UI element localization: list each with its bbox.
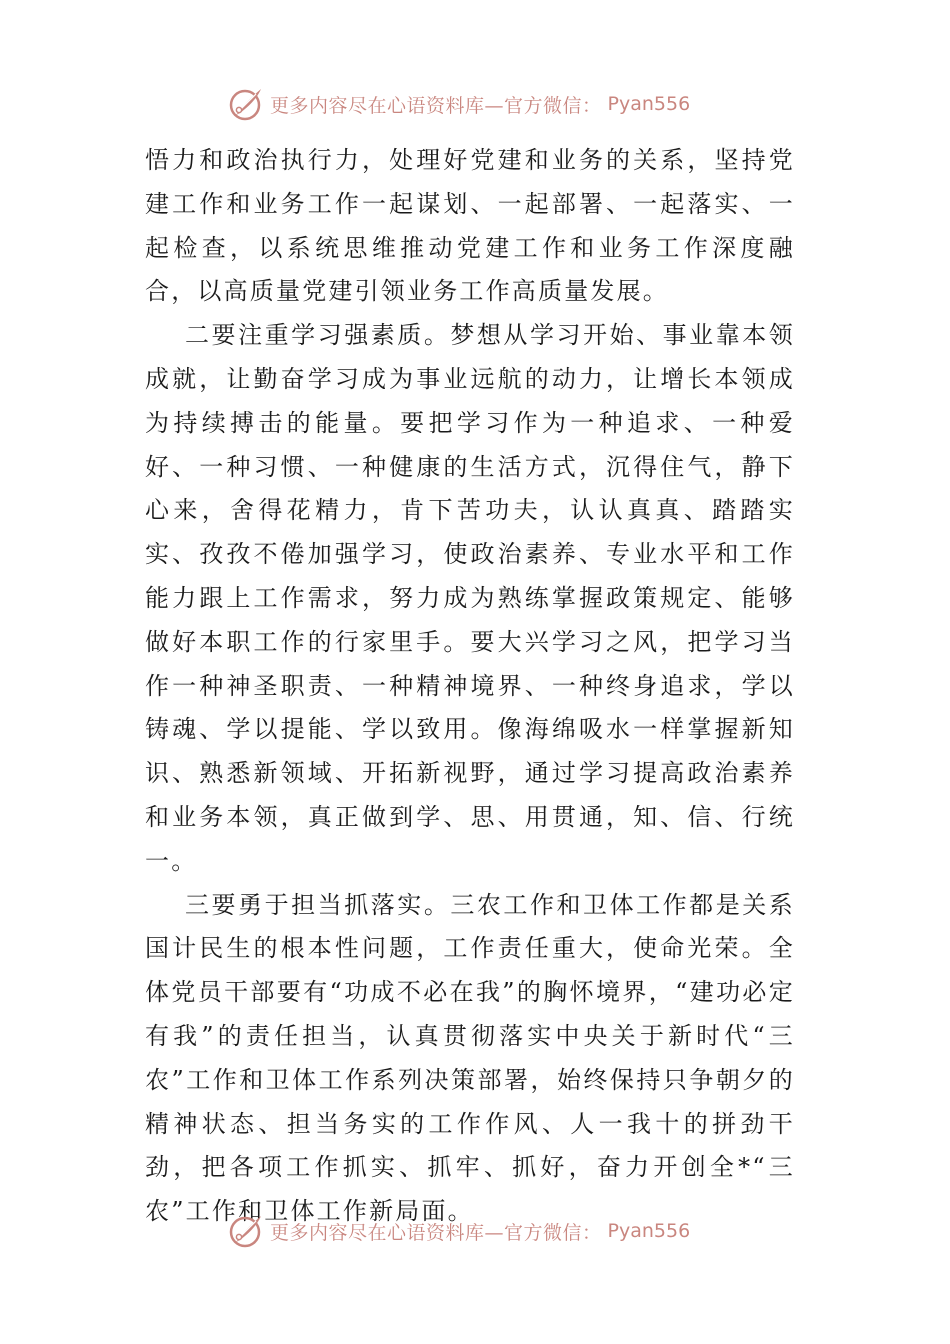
paragraph-study: 二要注重学习强素质。梦想从学习开始、事业靠本领成就，让勤奋学习成为事业远航的动力，让增长本领成为持续搏击的能量。要把学习作为一种追求、一种爱好、一种习惯、一种健康的生活方式，沉得住气，静下心来，舍得花精力，肯下苦功夫，认认真真、踏踏实实、孜孜不倦加强学习，使政治素养、专业水平和工作能力跟上工作需求，努力成为熟练掌握政策规定、能够做好本职工作的行家里手。要大兴学习之风，把学习当作一种神圣职责、一种精神境界、一种终身追求，学以铸魂、学以提能、学以致用。像海绵吸水一样掌握新知识、熟悉新领域、开拓新视野，通过学习提高政治素养和业务本领，真正做到学、思、用贯通，知、信、行统一。 xyxy=(145,321,795,875)
banner-wechat-id: Pyan556 xyxy=(607,1220,691,1242)
quill-pen-logo-icon xyxy=(228,86,264,122)
paragraph-responsibility: 三要勇于担当抓落实。三农工作和卫体工作都是关系国计民生的根本性问题，工作责任重大，使命光荣。全体党员干部要有“功成不必在我”的胸怀境界，“建功必定有我”的责任担当，认真贯彻落实中央关于新时代“三农”工作和卫体工作系列决策部署，始终保持只争朝夕的精神状态、担当务实的工作作风、人一我十的拼劲干劲，把各项工作抓实、抓牢、抓好，奋力开创全*“三农”工作和卫体工作新局面。 xyxy=(145,890,795,1226)
paragraph-continuation: 悟力和政治执行力，处理好党建和业务的关系，坚持党建工作和业务工作一起谋划、一起部署、一起落实、一起检查，以系统思维推动党建工作和业务工作深度融合，以高质量党建引领业务工作高质量发展。 xyxy=(145,146,795,306)
header-banner xyxy=(228,84,690,124)
banner-wechat-id: Pyan556 xyxy=(607,93,691,115)
quill-pen-logo-icon xyxy=(228,1213,264,1249)
banner-text: 更多内容尽在心语资料库—官方微信： xyxy=(270,1221,602,1244)
banner-text: 更多内容尽在心语资料库—官方微信： xyxy=(270,94,602,117)
footer-banner xyxy=(228,1211,690,1251)
document-body xyxy=(145,139,795,1234)
